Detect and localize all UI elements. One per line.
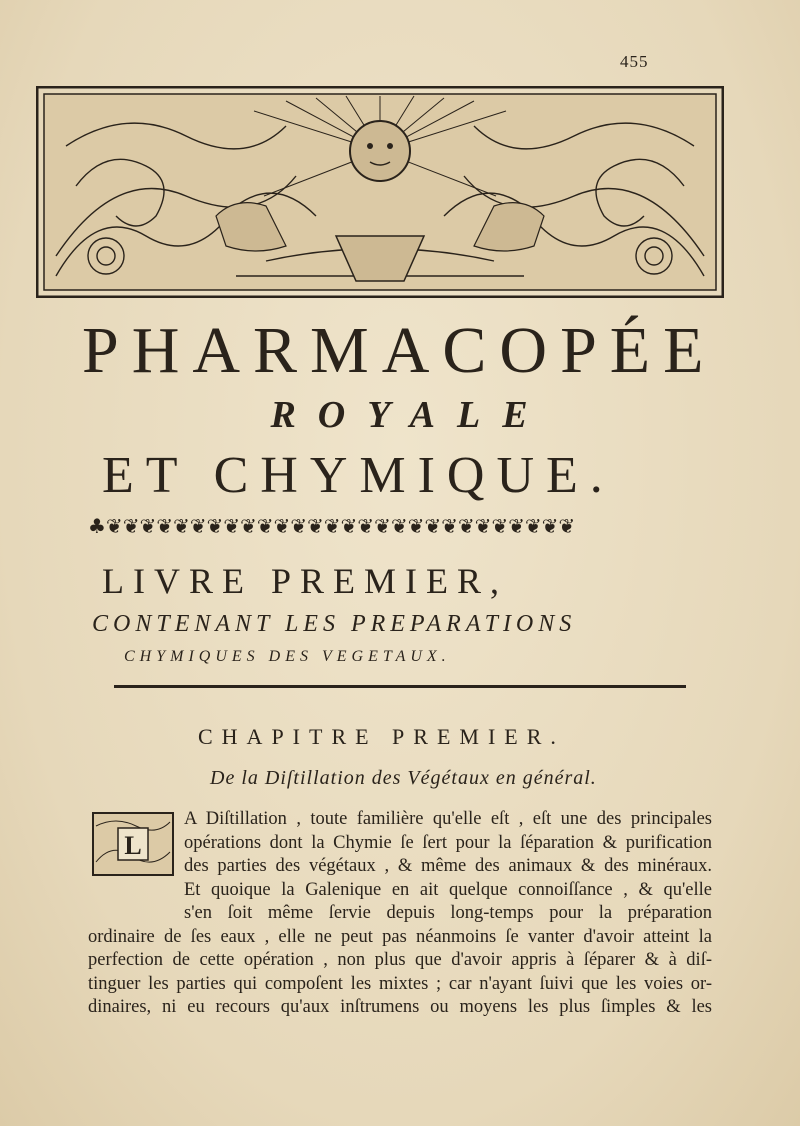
chapter-heading: CHAPITRE PREMIER. [198,724,565,749]
book-contents-line2: CHYMIQUES DES VEGETAUX. [124,648,451,665]
body-line: ordinaire de ſes eaux , elle ne peut pas néanmoins ſe vanter d'avoir atteint la [88,926,712,947]
body-line: dinaires, ni eu recours qu'aux inſtrumens ou moyens les plus ſimples & les [88,997,712,1017]
body-line: des parties des végétaux , & même des animaux & des minéraux. [184,856,712,876]
page-number: 455 [620,52,649,71]
chapter-subtitle: De la Diſtillation des Végétaux en général. [210,767,597,789]
decorative-headpiece-engraving [36,86,724,298]
title-et-chymique: ET CHYMIQUE. [102,447,615,504]
body-line: perfection de cette opération , non plus que d'avoir appris à ſéparer & à diſ- [88,950,712,970]
body-line: Et quoique la Galenique en ait quelque connoiſſance , & qu'elle [184,879,712,900]
fleuron-ornament-row: ♣❦❦❦❦❦❦❦❦❦❦❦❦❦❦❦❦❦❦❦❦❦❦❦❦❦❦❦❦ [88,514,576,538]
body-line: tinguer les parties qui compoſent les mixtes ; car n'ayant ſuivi que les voies or- [88,973,712,994]
ornamental-rule [114,684,686,690]
initial-letter: L [124,831,142,860]
body-text [88,808,712,1020]
book-contents-line1: CONTENANT LES PREPARATIONS [92,611,577,637]
body-line: A Diſtillation , toute familière qu'elle eſt , eſt une des principales [184,809,712,829]
body-line: opérations dont la Chymie ſe ſert pour la ſéparation & purification [184,832,712,853]
title-royale: ROYALE [270,394,550,436]
book-heading: LIVRE PREMIER, [102,561,509,601]
title-pharmacopee: PHARMACOPÉE [82,314,717,387]
body-line: s'en ſoit même ſervie depuis long-temps pour la préparation [184,903,712,923]
